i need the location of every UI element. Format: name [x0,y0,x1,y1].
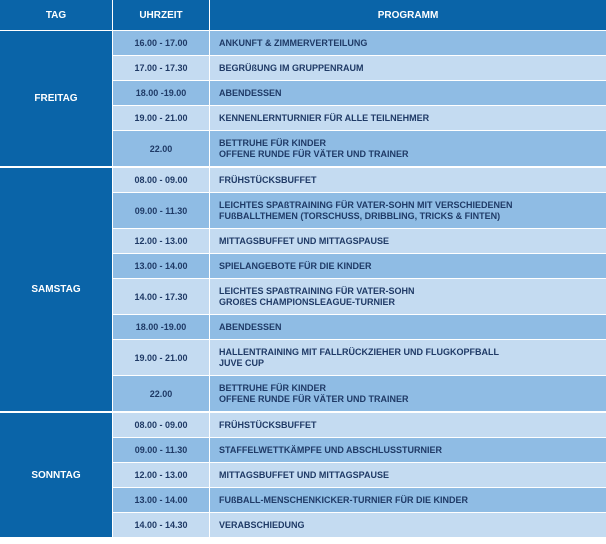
time-cell: 13.00 - 14.00 [113,487,210,512]
program-line: BEGRÜßUNG IM GRUPPENRAUM [219,62,364,73]
program-cell [210,192,606,228]
program-line: HALLENTRAINING MIT FALLRÜCKZIEHER UND FLUGKOPFBALL [219,346,499,357]
header-row [0,0,606,30]
program-line: FRÜHSTÜCKSBUFFET [219,419,317,430]
program-line: BETTRUHE FÜR KINDER [219,137,326,148]
program-line: ABENDESSEN [219,87,282,98]
time-cell: 14.00 - 14.30 [113,512,210,537]
time-cell: 22.00 [113,130,210,166]
program-cell [210,411,606,437]
program-cell [210,314,606,339]
program-line: ANKUNFT & ZIMMERVERTEILUNG [219,37,368,48]
program-line: FUßBALLTHEMEN (TORSCHUSS, DRIBBLING, TRICKS & FINTEN) [219,210,501,221]
program-line: STAFFELWETTKÄMPFE UND ABSCHLUSSTURNIER [219,444,442,455]
program-cell [210,130,606,166]
time-cell: 14.00 - 17.30 [113,278,210,314]
program-cell [210,105,606,130]
program-line: FRÜHSTÜCKSBUFFET [219,174,317,185]
program-cell [210,166,606,192]
program-line: OFFENE RUNDE FÜR VÄTER UND TRAINER [219,393,409,404]
time-cell: 17.00 - 17.30 [113,55,210,80]
program-cell [210,462,606,487]
table-row [0,166,606,192]
day-cell: FREITAG [0,30,113,166]
table-row [0,30,606,55]
time-cell: 12.00 - 13.00 [113,228,210,253]
program-cell [210,80,606,105]
program-cell [210,512,606,537]
time-cell: 16.00 - 17.00 [113,30,210,55]
program-line: OFFENE RUNDE FÜR VÄTER UND TRAINER [219,148,409,159]
time-cell: 22.00 [113,375,210,411]
header-day: TAG [0,0,113,30]
time-cell: 18.00 -19.00 [113,314,210,339]
time-cell: 18.00 -19.00 [113,80,210,105]
program-line: KENNENLERNTURNIER FÜR ALLE TEILNEHMER [219,112,430,123]
time-cell: 19.00 - 21.00 [113,339,210,375]
program-line: JUVE CUP [219,357,265,368]
program-line: FUßBALL-MENSCHENKICKER-TURNIER FÜR DIE KINDER [219,494,468,505]
program-line: MITTAGSBUFFET UND MITTAGSPAUSE [219,469,389,480]
time-cell: 13.00 - 14.00 [113,253,210,278]
table-body [0,30,606,537]
header-program: PROGRAMM [210,0,606,30]
table-row [0,411,606,437]
time-cell: 09.00 - 11.30 [113,192,210,228]
program-line: LEICHTES SPAßTRAINING FÜR VATER-SOHN [219,285,415,296]
program-cell [210,437,606,462]
time-cell: 08.00 - 09.00 [113,411,210,437]
program-line: ABENDESSEN [219,321,282,332]
program-line: BETTRUHE FÜR KINDER [219,382,326,393]
program-line: VERABSCHIEDUNG [219,519,305,530]
program-line: MITTAGSBUFFET UND MITTAGSPAUSE [219,235,389,246]
program-line: GROßES CHAMPIONSLEAGUE-TURNIER [219,296,396,307]
time-cell: 08.00 - 09.00 [113,166,210,192]
program-cell [210,253,606,278]
program-cell [210,30,606,55]
program-line: LEICHTES SPAßTRAINING FÜR VATER-SOHN MIT VERSCHIEDENEN [219,199,513,210]
program-cell [210,487,606,512]
program-cell [210,339,606,375]
time-cell: 19.00 - 21.00 [113,105,210,130]
time-cell: 12.00 - 13.00 [113,462,210,487]
header-time: UHRZEIT [113,0,210,30]
time-cell: 09.00 - 11.30 [113,437,210,462]
day-cell: SONNTAG [0,411,113,537]
program-cell [210,55,606,80]
table-header [0,0,606,30]
day-cell: SAMSTAG [0,166,113,411]
program-line: SPIELANGEBOTE FÜR DIE KINDER [219,260,372,271]
program-cell [210,375,606,411]
program-cell [210,228,606,253]
program-cell [210,278,606,314]
